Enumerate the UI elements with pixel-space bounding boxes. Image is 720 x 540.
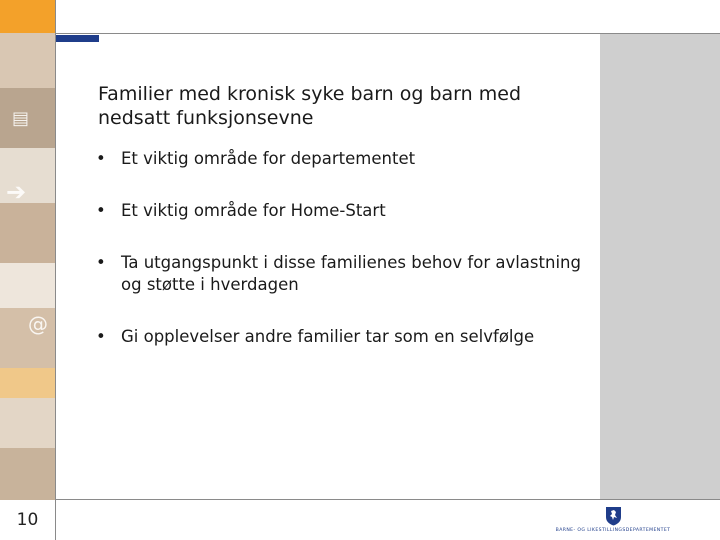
bullet-text: Et viktig område for Home-Start [121, 201, 386, 220]
ministry-logo [548, 506, 678, 540]
bullet-item [96, 200, 596, 222]
mosaic-photo-tile [0, 263, 55, 308]
side-panel [600, 34, 720, 500]
at-sign-icon: @ [28, 312, 48, 336]
bullet-marker: • [96, 149, 106, 168]
bullet-marker: • [96, 201, 106, 220]
document-icon: ▤ [12, 108, 30, 129]
mosaic-photo-tile [0, 203, 55, 263]
mosaic-photo-tile [0, 33, 55, 88]
mosaic-photo-tile [0, 368, 55, 398]
slide-number: 10 [0, 500, 55, 540]
bullet-marker: • [96, 327, 106, 346]
mosaic-photo-tile [0, 448, 55, 500]
bullet-marker: • [96, 253, 106, 272]
arrow-right-icon: ➔ [6, 178, 27, 206]
bottom-rule [56, 499, 720, 500]
bullet-text: Et viktig område for departementet [121, 149, 416, 168]
bullet-list [96, 148, 596, 348]
bullet-text: Gi opplevelser andre familier tar som en selvfølge [121, 327, 535, 346]
mosaic-photo-tile [0, 398, 55, 448]
bullet-item [96, 252, 596, 296]
photo-mosaic-strip [0, 0, 55, 500]
strip-divider [55, 0, 56, 540]
bullet-text: Ta utgangspunkt i disse familienes behov for avlastning og støtte i hverdagen [121, 253, 581, 294]
organization-name: BARNE- OG LIKESTILLINGSDEPARTEMENTET [555, 528, 671, 533]
bullet-item [96, 326, 596, 348]
accent-bar [56, 35, 99, 42]
bullet-item [96, 148, 596, 170]
coat-of-arms-icon [605, 506, 622, 526]
orange-corner-tile [0, 0, 55, 33]
slide-title: Familier med kronisk syke barn og barn med nedsatt funksjonsevne [98, 83, 522, 129]
